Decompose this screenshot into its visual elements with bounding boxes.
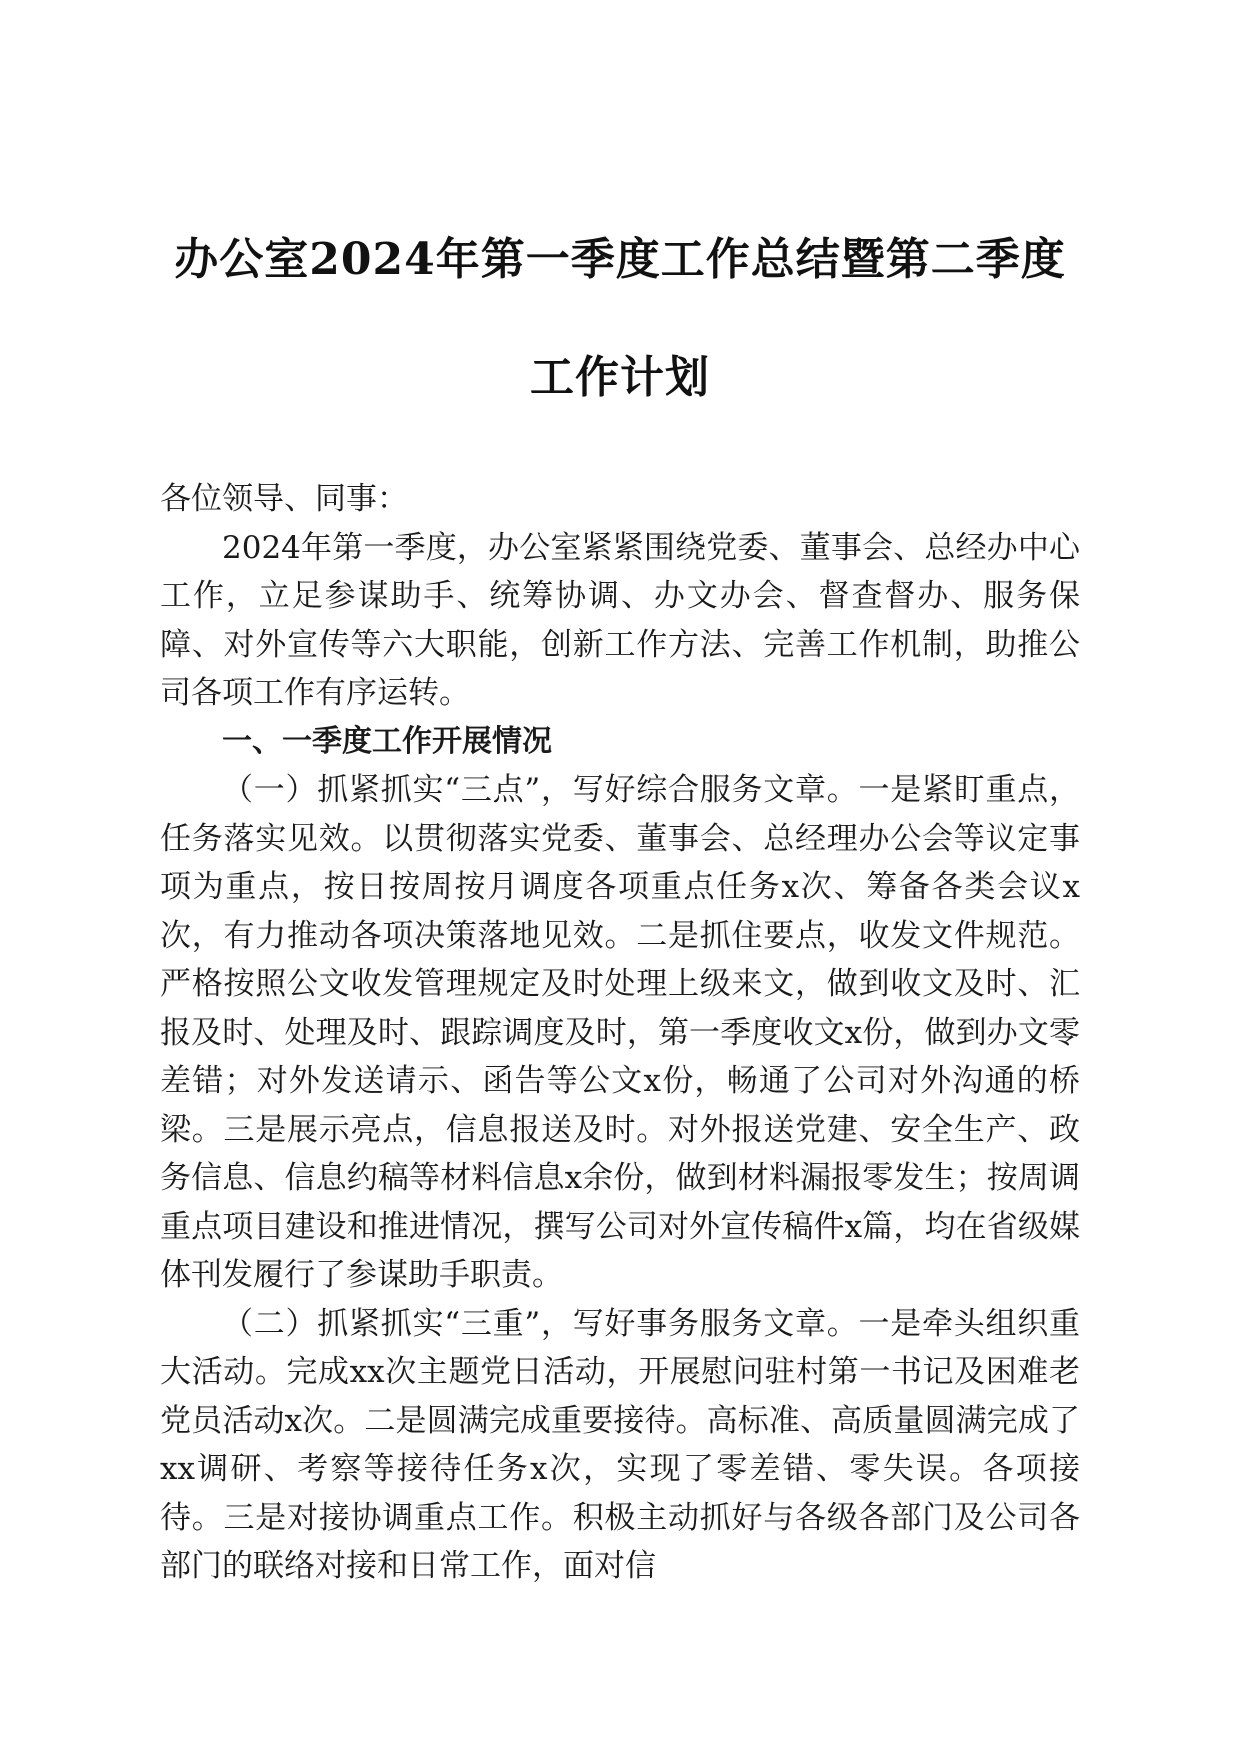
item-1-paragraph	[160, 766, 1080, 1300]
item-2-paragraph	[160, 1300, 1080, 1591]
item-1-body: 一是紧盯重点，任务落实见效。以贯彻落实党委、董事会、总经理办公会等议定事项为重点，按日按周按月调度各项重点任务x次、筹备各类会议x次，有力推动各项决策落地见效。二是抓住要点，收发文件规范。严格按照公文收发管理规定及时处理上级来文，做到收文及时、汇报及时、处理及时、跟踪调度及时，第一季度收文x份，做到办文零差错；对外发送请示、函告等公文x份，畅通了公司对外沟通的桥梁。三是展示亮点，信息报送及时。对外报送党建、安全生产、政务信息、信息约稿等材料信息x余份，做到材料漏报零发生；按周调重点项目建设和推进情况，撰写公司对外宣传稿件x篇，均在省级媒体刊发履行了参谋助手职责。	[160, 772, 1080, 1293]
document-title-line-1: 办公室2024年第一季度工作总结暨第二季度	[174, 234, 1066, 285]
section-heading: 一、一季度工作开展情况	[222, 723, 552, 759]
document-title-line-2: 工作计划	[530, 352, 710, 403]
item-2-body: 一是牵头组织重大活动。完成xx次主题党日活动，开展慰问驻村第一书记及困难老党员活动x次。二是圆满完成重要接待。高标准、高质量圆满完成了xx调研、考察等接待任务x次，实现了零差错、零失误。各项接待。三是对接协调重点工作。积极主动抓好与各级各部门及公司各部门的联络对接和日常工作，面对信	[160, 1305, 1080, 1584]
item-1-lead: （一）抓紧抓实“三点”，写好综合服务文章。	[222, 772, 859, 808]
item-2-lead: （二）抓紧抓实“三重”，写好事务服务文章。	[222, 1305, 859, 1342]
intro-paragraph: 2024年第一季度，办公室紧紧围绕党委、董事会、总经办中心工作，立足参谋助手、统筹协调、办文办会、督查督办、服务保障、对外宣传等六大职能，创新工作方法、完善工作机制，助推公司各项工作有序运转。	[160, 529, 1080, 711]
document-body	[160, 475, 1080, 1591]
greeting: 各位领导、同事：	[160, 481, 408, 517]
